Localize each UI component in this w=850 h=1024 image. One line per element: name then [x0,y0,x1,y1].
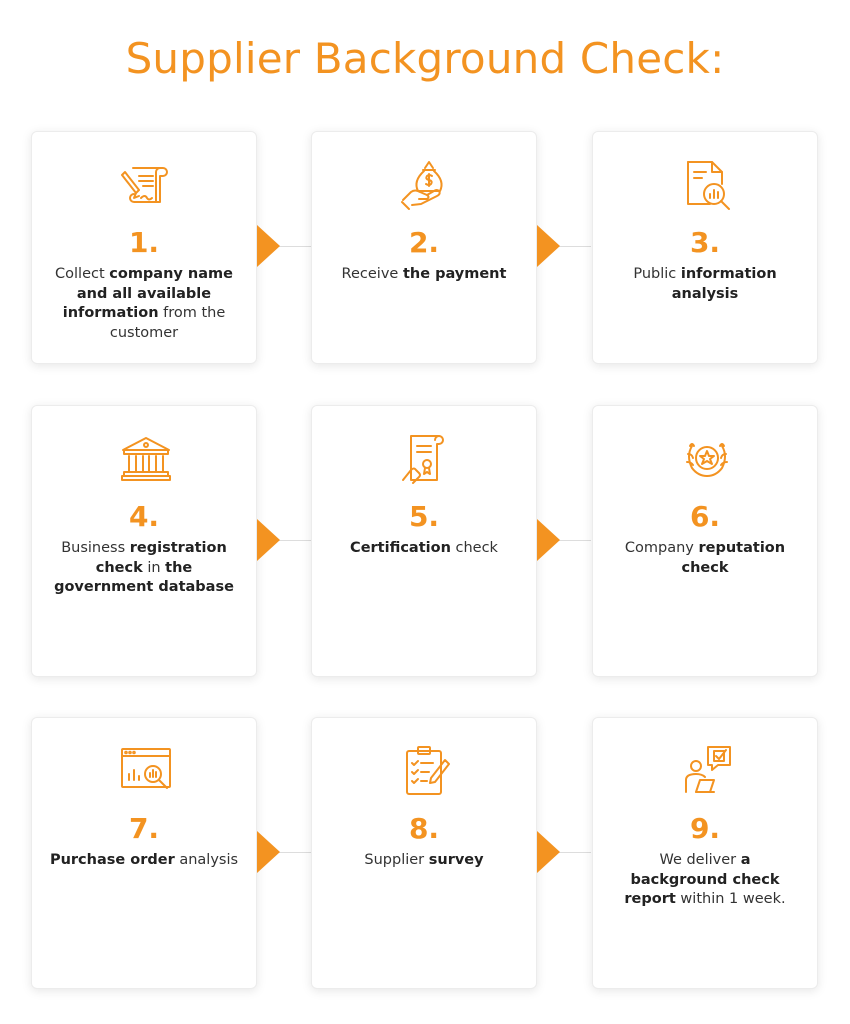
clipboard-checklist-icon [399,744,453,798]
text: check [450,540,498,556]
bold-text: a background check report [624,852,780,907]
step-number: 4. [128,500,160,533]
step-card-6 [592,405,818,677]
bold-text: reputation check [681,540,786,576]
step-card-8 [311,717,537,989]
government-building-icon [119,432,173,486]
arrow-right-icon [257,519,280,561]
bold-text: Certification [350,540,451,556]
page-title: Supplier Background Check: [125,34,725,83]
arrow-right-icon [257,225,280,267]
text: Supplier [364,852,429,868]
step-description [48,851,240,871]
text: Business [61,540,130,556]
step-card-5 [311,405,537,677]
bold-text: information analysis [671,266,777,302]
step-number: 1. [128,226,160,259]
step-card-7 [31,717,257,989]
step-number: 5. [408,500,440,533]
text: Company [624,540,699,556]
text: from the customer [109,305,226,341]
step-number: 3. [689,226,721,259]
step-description [48,265,240,343]
step-description [609,265,801,304]
text: in [142,559,166,576]
step-card-2 [311,131,537,364]
bold-text: survey [428,852,484,868]
money-bag-hand-icon [399,158,453,212]
step-description [609,851,801,910]
arrow-right-icon [537,831,560,873]
bold-text: registration check [95,540,227,576]
step-description [48,539,240,598]
person-report-icon [680,744,734,798]
contract-signing-icon [119,158,173,212]
document-analysis-icon [680,158,734,212]
certificate-icon [399,432,453,486]
step-description [328,851,520,871]
bold-text: Purchase order [49,852,175,868]
text: We deliver [659,852,741,868]
bold-text: the payment [402,266,507,282]
step-number: 7. [128,812,160,845]
award-laurel-icon [680,432,734,486]
step-number: 9. [689,812,721,845]
arrow-right-icon [537,519,560,561]
browser-chart-search-icon [119,744,173,798]
bold-text: company name and all available information [62,266,233,321]
step-card-9 [592,717,818,989]
text: analysis [174,852,239,868]
arrow-right-icon [257,831,280,873]
text: Receive [341,266,403,282]
step-description [609,539,801,578]
step-card-3 [592,131,818,364]
step-card-1 [31,131,257,364]
bold-text: the government database [54,559,234,595]
step-number: 8. [408,812,440,845]
step-description [328,539,520,559]
step-card-4 [31,405,257,677]
step-number: 2. [408,226,440,259]
text: within 1 week. [675,891,786,907]
arrow-right-icon [537,225,560,267]
text: Public [633,266,681,282]
text: Collect [55,266,110,282]
step-number: 6. [689,500,721,533]
step-description [328,265,520,285]
